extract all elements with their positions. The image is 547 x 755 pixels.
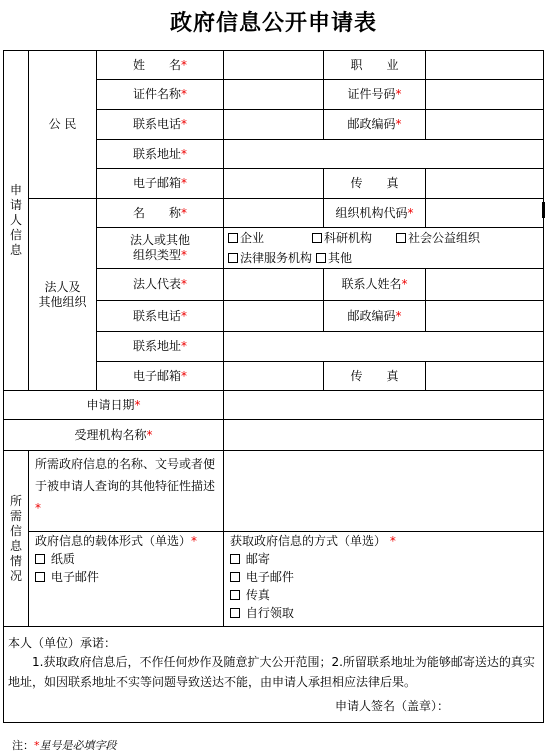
apply-date-field[interactable] [224,391,544,420]
occupation-label: 职 业 [324,51,426,80]
edge-mark [542,202,545,218]
application-form-table [3,50,544,723]
method-option-email[interactable]: 电子邮件 [230,568,539,586]
org-type-other[interactable]: 其他 [316,248,352,268]
method-option-pickup[interactable]: 自行领取 [230,604,539,622]
carrier-option-email[interactable]: 电子邮件 [35,568,219,586]
org-type-label: 法人或其他 组织类型* [97,228,224,269]
checkbox-icon[interactable] [230,572,240,582]
pledge-title: 本人（单位）承诺： [8,635,117,650]
applicant-info-section: 申 请 人 信 息 [4,51,29,391]
email-label: 电子邮箱* [97,169,224,199]
org-type-public-welfare[interactable]: 社会公益组织 [396,228,480,248]
checkbox-icon[interactable] [228,253,238,263]
org-address-field[interactable] [224,332,544,362]
postcode-label: 邮政编码* [324,110,426,140]
method-label: 获取政府信息的方式（单选） * [230,534,396,548]
footnote: 注：*星号是必填字段 [12,739,117,752]
org-phone-label: 联系电话* [97,301,224,332]
contact-name-label: 联系人姓名* [324,269,426,301]
phone-field[interactable] [224,110,324,140]
fax-field[interactable] [426,169,544,199]
org-type-options [224,228,544,269]
org-type-enterprise[interactable]: 企业 [228,228,264,248]
checkbox-icon[interactable] [396,233,406,243]
fax-label: 传 真 [324,169,426,199]
pledge-section [4,627,544,723]
org-fax-label: 传 真 [324,362,426,391]
carrier-section [29,532,224,627]
email-field[interactable] [224,169,324,199]
org-email-field[interactable] [224,362,324,391]
method-option-fax[interactable]: 传真 [230,586,539,604]
address-field[interactable] [224,140,544,169]
info-desc-field[interactable] [224,451,544,532]
info-desc-label: 所需政府信息的名称、文号或者便于被申请人查询的其他特征性描述* [29,451,224,532]
id-number-label: 证件号码* [324,80,426,110]
citizen-label: 公 民 [29,51,97,199]
org-type-legal-service[interactable]: 法律服务机构 [228,248,312,268]
checkbox-icon[interactable] [316,253,326,263]
checkbox-icon[interactable] [312,233,322,243]
legal-rep-label: 法人代表* [97,269,224,301]
id-number-field[interactable] [426,80,544,110]
method-option-mail[interactable]: 邮寄 [230,550,539,568]
info-section: 所 需 信 息 情 况 [4,451,29,627]
name-field[interactable] [224,51,324,80]
id-type-label: 证件名称* [97,80,224,110]
form-title: 政府信息公开申请表 [169,10,377,36]
pledge-body: 1.获取政府信息后，不作任何炒作及随意扩大公开范围；2.所留联系地址为能够邮寄送达的真实地址，如因联系地址不实等问题导致送达不能，由申请人承担相应法律后果。 [8,654,535,689]
org-address-label: 联系地址* [97,332,224,362]
postcode-field[interactable] [426,110,544,140]
occupation-field[interactable] [426,51,544,80]
id-type-field[interactable] [224,80,324,110]
address-label: 联系地址* [97,140,224,169]
agency-name-label: 受理机构名称* [4,420,224,451]
checkbox-icon[interactable] [35,572,45,582]
org-phone-field[interactable] [224,301,324,332]
apply-date-label: 申请日期* [4,391,224,420]
org-email-label: 电子邮箱* [97,362,224,391]
org-postcode-field[interactable] [426,301,544,332]
carrier-label: 政府信息的载体形式（单选）* [35,534,198,548]
checkbox-icon[interactable] [230,554,240,564]
org-code-label: 组织机构代码* [324,199,426,228]
org-name-label: 名 称* [97,199,224,228]
checkbox-icon[interactable] [230,590,240,600]
checkbox-icon[interactable] [35,554,45,564]
name-label: 姓 名* [97,51,224,80]
org-postcode-label: 邮政编码* [324,301,426,332]
org-fax-field[interactable] [426,362,544,391]
org-type-research[interactable]: 科研机构 [312,228,372,248]
org-label: 法人及 其他组织 [29,199,97,391]
checkbox-icon[interactable] [228,233,238,243]
org-name-field[interactable] [224,199,324,228]
contact-name-field[interactable] [426,269,544,301]
agency-name-field[interactable] [224,420,544,451]
method-section [224,532,544,627]
phone-label: 联系电话* [97,110,224,140]
checkbox-icon[interactable] [230,608,240,618]
signature-label: 申请人签名（盖章）： [334,698,449,713]
carrier-option-paper[interactable]: 纸质 [35,550,219,568]
legal-rep-field[interactable] [224,269,324,301]
org-code-field[interactable] [426,199,544,228]
